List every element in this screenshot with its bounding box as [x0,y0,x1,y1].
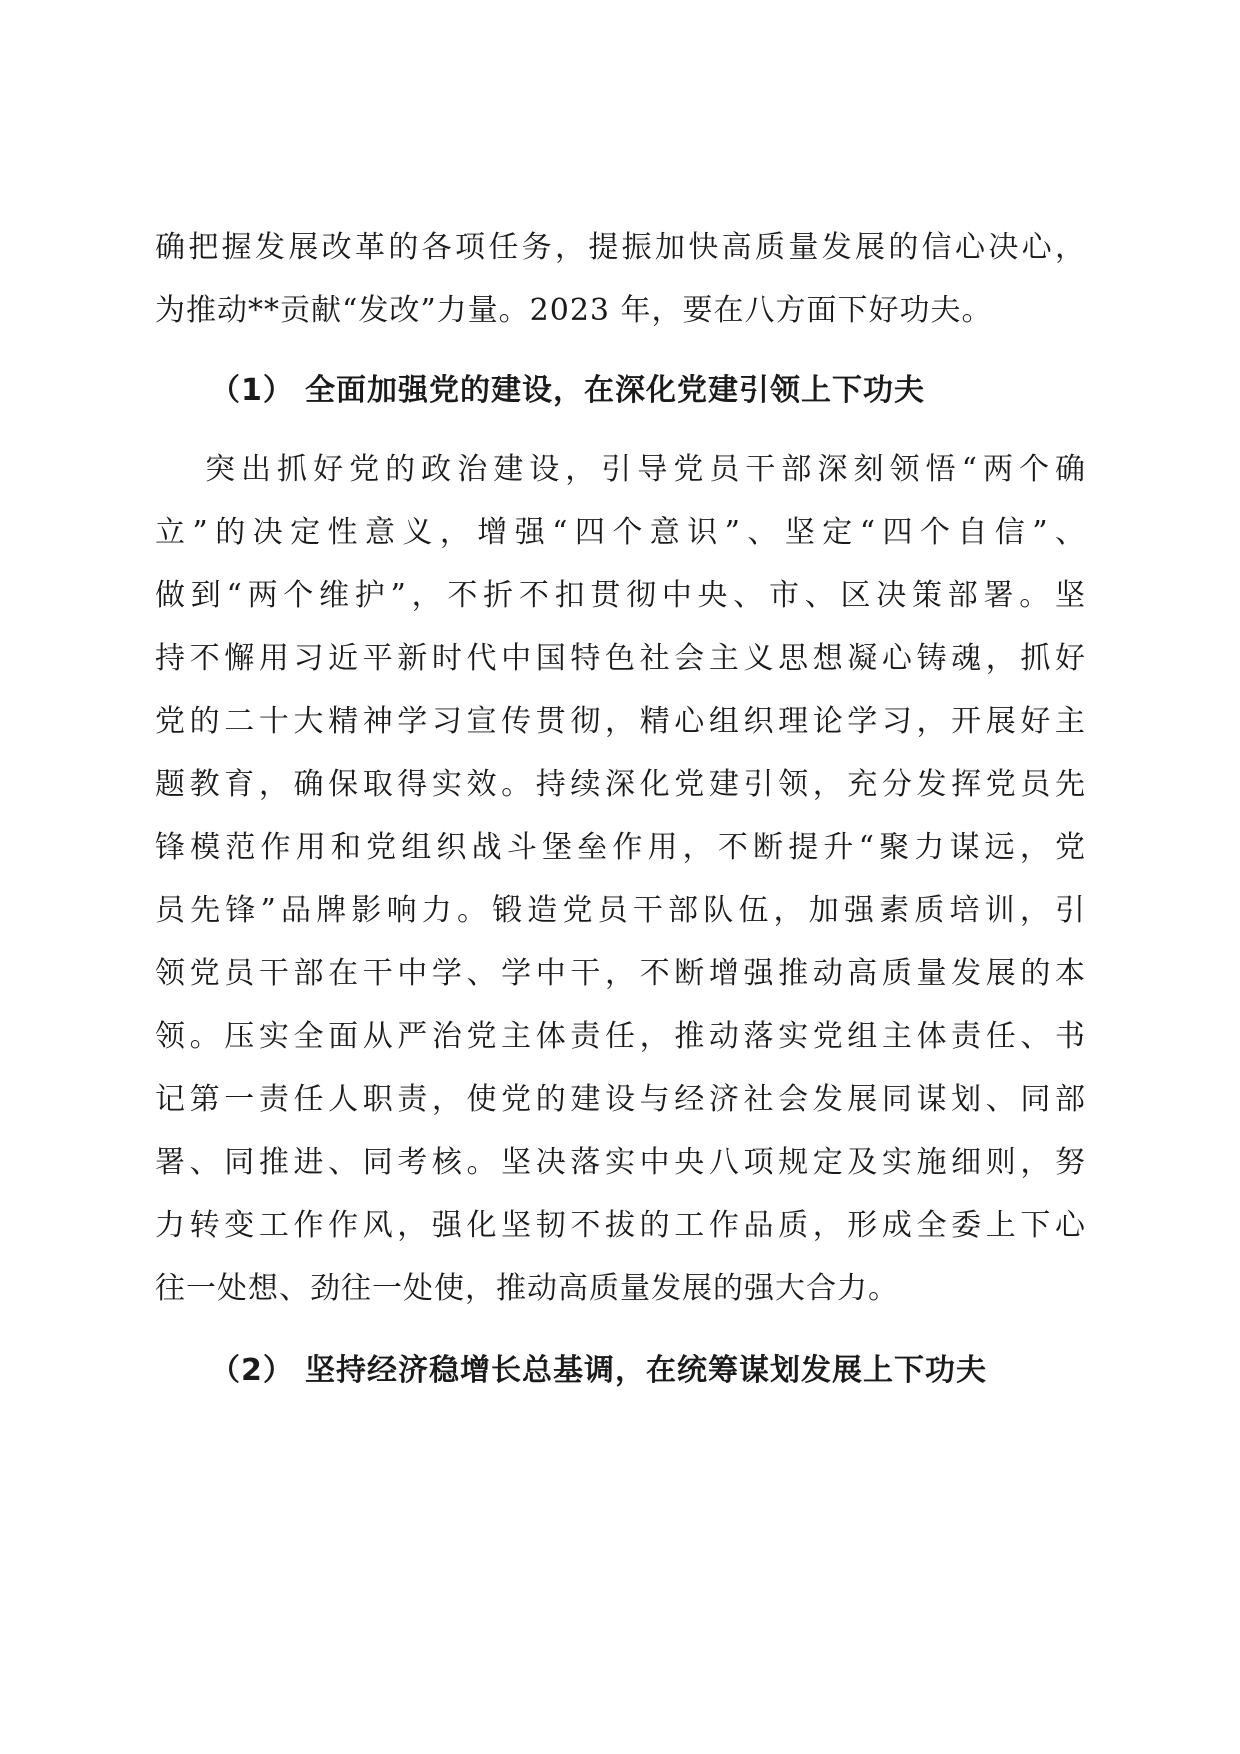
paragraph-1-line: 署、同推进、同考核。坚决落实中央八项规定及实施细则，努 [155,1145,1085,1180]
paragraph-1-line: 力转变工作作风，强化坚韧不拔的工作品质，形成全委上下心 [155,1208,1085,1243]
intro-line-2: 为推动**贡献“发改”力量。2023 年，要在八方面下好功夫。 [155,293,993,328]
paragraph-1-line: 立”的决定性意义，增强“四个意识”、坚定“四个自信”、 [155,515,1085,550]
paragraph-1-line: 题教育，确保取得实效。持续深化党建引领，充分发挥党员先 [155,767,1085,802]
paragraph-1-line: 领党员干部在干中学、学中干，不断增强推动高质量发展的本 [155,956,1085,991]
section-number-1: （1） [210,373,294,408]
paragraph-1-line: 领。压实全面从严治党主体责任，推动落实党组主体责任、书 [155,1019,1085,1054]
paragraph-1-line: 党的二十大精神学习宣传贯彻，精心组织理论学习，开展好主 [155,704,1085,739]
paragraph-1-line: 往一处想、劲往一处使，推动高质量发展的强大合力。 [155,1271,899,1306]
paragraph-1-line: 突出抓好党的政治建设，引导党员干部深刻领悟“两个确 [205,452,1085,487]
section-number-2: （2） [210,1353,294,1388]
paragraph-1-line: 员先锋”品牌影响力。锻造党员干部队伍，加强素质培训，引 [155,893,1085,928]
section-title-1: 全面加强党的建设，在深化党建引领上下功夫 [305,373,925,408]
paragraph-1-line: 记第一责任人职责，使党的建设与经济社会发展同谋划、同部 [155,1082,1085,1117]
section-heading-2 [210,1351,1110,1391]
section-heading-1 [210,371,1110,411]
intro-line-1: 确把握发展改革的各项任务，提振加快高质量发展的信心决心， [155,230,1085,265]
section-title-2: 坚持经济稳增长总基调，在统筹谋划发展上下功夫 [305,1353,987,1388]
paragraph-1-line: 持不懈用习近平新时代中国特色社会主义思想凝心铸魂，抓好 [155,641,1085,676]
paragraph-1-line: 做到“两个维护”，不折不扣贯彻中央、市、区决策部署。坚 [155,578,1085,613]
paragraph-1-line: 锋模范作用和党组织战斗堡垒作用，不断提升“聚力谋远，党 [155,830,1085,865]
